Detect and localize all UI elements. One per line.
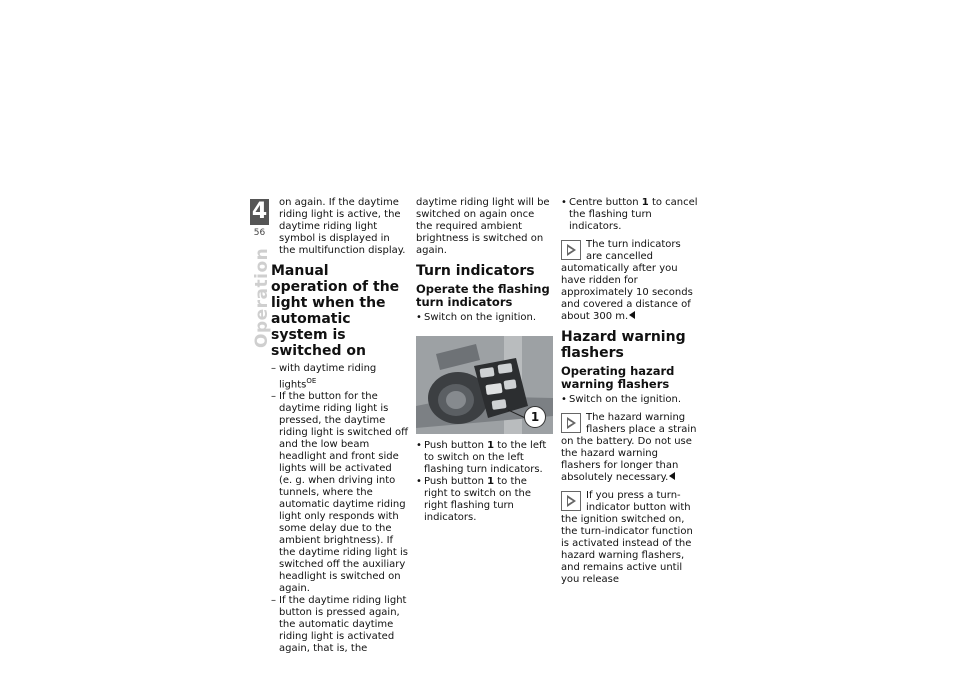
col2-bullet-2-num: 1	[487, 440, 495, 451]
handlebar-switch-photo	[416, 336, 553, 434]
page-number: 56	[253, 228, 266, 238]
col3-bullet-1-num: 1	[641, 197, 649, 208]
end-mark-icon	[669, 472, 675, 480]
note-icon	[561, 491, 581, 511]
col2-bullet-2	[416, 440, 553, 476]
col2-bullet-1: • Switch on the ignition.	[416, 312, 553, 324]
dash-item-1	[271, 363, 408, 391]
col2-bullet-3-num: 1	[487, 476, 495, 487]
note-3	[561, 490, 698, 586]
col2-bullet-3	[416, 476, 553, 524]
chapter-side-label: Operation	[252, 247, 272, 348]
note-1-text: The turn indicators are cancelled automatically after you have ridden for approximately 10 seconds and covered a distance of about 300 m.	[561, 239, 693, 322]
chapter-number: 4	[251, 199, 268, 224]
dash-item-1-sup: OE	[306, 377, 317, 385]
col2-bullet-3-pre: Push button	[424, 476, 484, 487]
dash-item-1-text: with daytime riding lights	[279, 363, 377, 391]
col2-bullet-2-pre: Push button	[424, 440, 484, 451]
note-1	[561, 239, 698, 323]
callout-label-1: 1	[524, 406, 546, 428]
col3-heading: Hazard warning flashers	[561, 329, 686, 361]
dash-item-3: – If the daytime riding light button is pressed again, the automatic daytime riding light is activated again, that is, the	[271, 595, 408, 655]
col3-bullet-1	[561, 197, 698, 233]
col2-intro: daytime riding light will be switched on again once the required ambient brightness is switched on again.	[416, 197, 550, 256]
col2-bullet-2-post: to the left to switch on the left flashing turn indicators.	[424, 440, 547, 475]
dash-item-2: – If the button for the daytime riding light is pressed, the daytime riding light is switched off and the low beam headlight and front side lights will be activated (e. g. when driving into tunnels, where the automatic daytime riding light only responds with some delay due to the ambient brightness). If the daytime riding light is switched off the auxiliary headlight is switched on again.	[271, 391, 408, 595]
note-2	[561, 412, 698, 484]
column-1	[271, 197, 408, 655]
note-2-text: The hazard warning flashers place a strain on the battery. Do not use the hazard warning flashers for longer than absolutely necessary.	[561, 412, 697, 483]
note-icon	[561, 240, 581, 260]
column-2	[416, 197, 553, 524]
col3-bullet-2: • Switch on the ignition.	[561, 394, 698, 406]
col2-heading: Turn indicators	[416, 263, 535, 279]
col1-heading: Manual operation of the light when the automatic system is switched on	[271, 263, 400, 359]
note-3-text: If you press a turn-indicator button with the ignition switched on, the turn-indicator function is activated instead of the hazard warning flashers, and remains active until you release	[561, 490, 693, 585]
col3-bullet-1-post: to cancel the flashing turn indicators.	[569, 197, 698, 232]
col2-bullet-3-post: to the right to switch on the right flashing turn indicators.	[424, 476, 532, 523]
col2-subheading: Operate the flashing turn indicators	[416, 282, 550, 309]
note-icon	[561, 413, 581, 433]
col3-bullet-1-pre: Centre button	[569, 197, 639, 208]
end-mark-icon	[629, 311, 635, 319]
col1-intro: on again. If the daytime riding light is active, the daytime riding light symbol is displayed in the multifunction display.	[279, 197, 406, 256]
column-3	[561, 197, 698, 586]
col3-subheading: Operating hazard warning flashers	[561, 364, 675, 391]
